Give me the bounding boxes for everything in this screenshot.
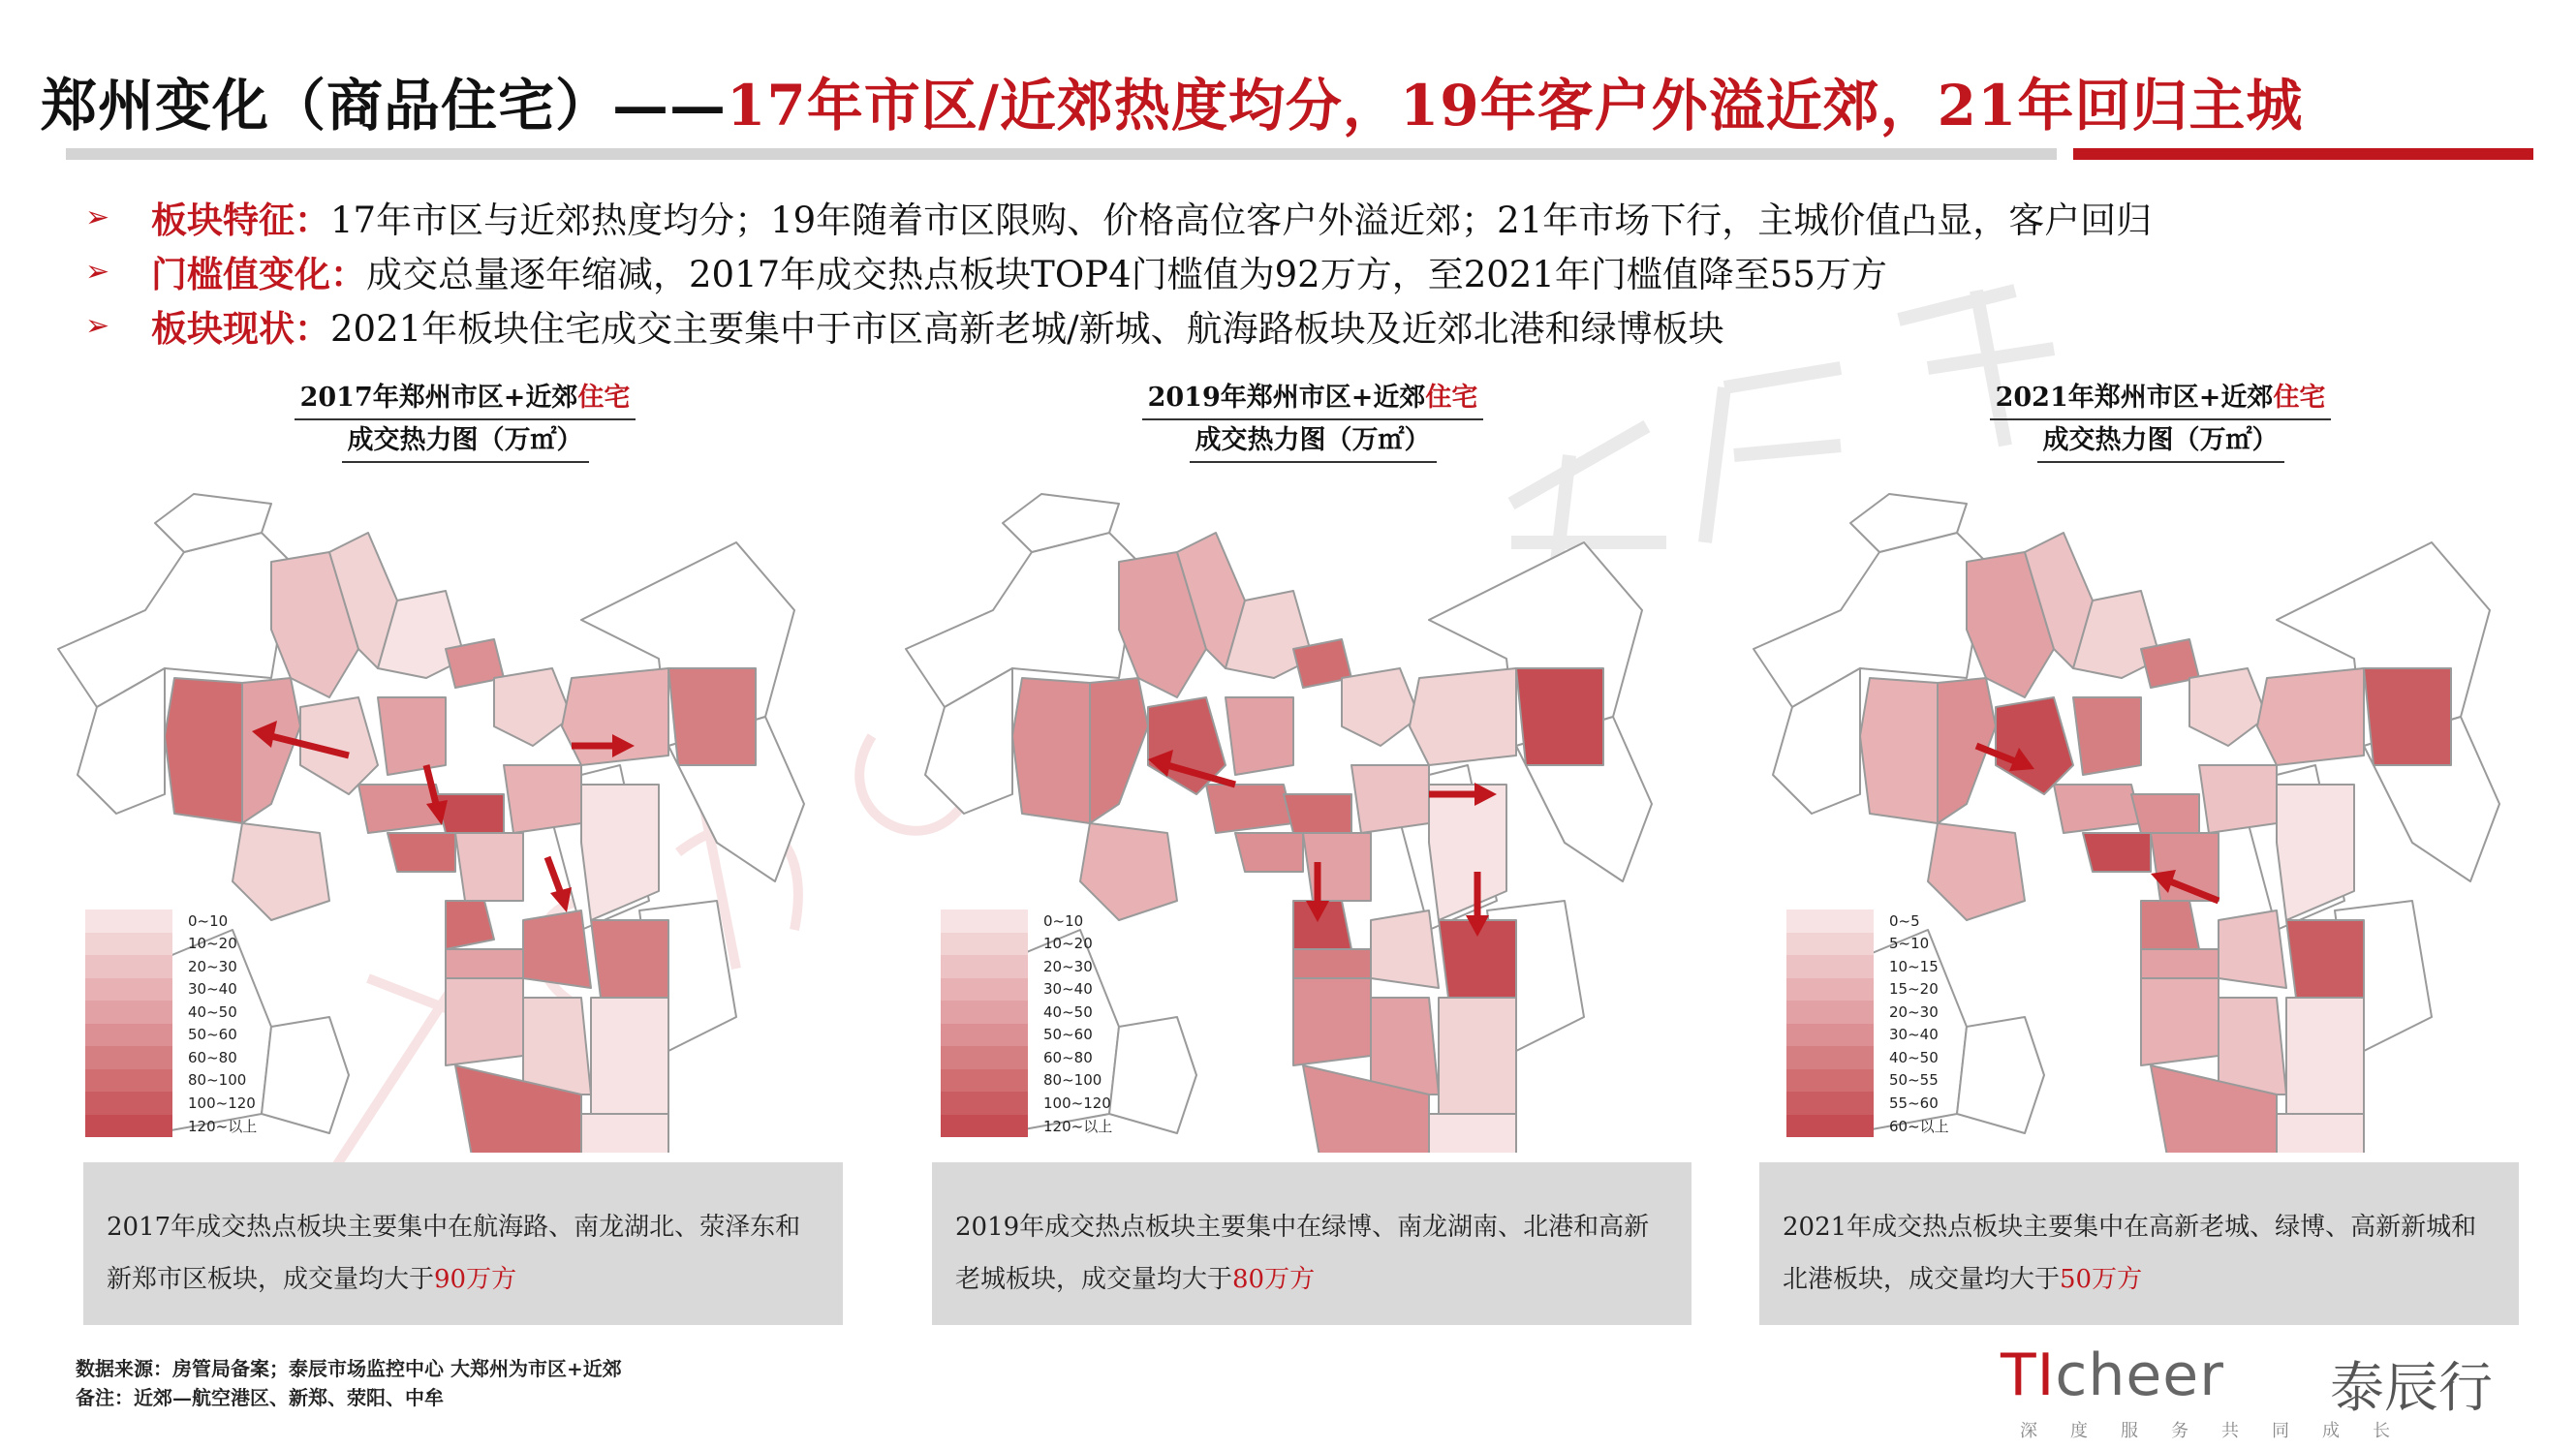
arrow-bullet-icon: ➢ [85, 254, 110, 289]
legend-swatch [1786, 1115, 1874, 1138]
legend-label: 50~55 [1889, 1071, 1939, 1090]
map-title-line2: 成交热力图（万㎡） [342, 420, 589, 463]
summary-note-2021 [1759, 1162, 2519, 1325]
district [1371, 998, 1439, 1094]
legend-row [1786, 1069, 1949, 1093]
legend-row [85, 1024, 257, 1047]
legend-label: 30~40 [188, 980, 237, 999]
legend-label: 5~10 [1889, 935, 1930, 953]
legend-label: 40~50 [188, 1002, 237, 1021]
district [1928, 823, 2025, 920]
district [436, 794, 504, 833]
legend-row [941, 1092, 1112, 1115]
legend-row [1786, 1115, 1949, 1138]
legend-swatch [1786, 909, 1874, 933]
map-title-prefix: 2017年郑州市区+近郊 [299, 383, 578, 413]
legend-row [941, 955, 1112, 978]
district [1303, 833, 1371, 901]
title-divider-grey [66, 148, 2057, 160]
district [2141, 978, 2219, 1065]
map-title-line2: 成交热力图（万㎡） [2037, 420, 2284, 463]
note-threshold: 80万方 [1232, 1265, 1316, 1294]
map-title-prefix: 2021年郑州市区+近郊 [1995, 383, 2274, 413]
bullet-label: 门槛值变化： [151, 253, 366, 295]
legend-swatch [941, 1069, 1028, 1093]
district [1235, 833, 1303, 872]
legend-label: 40~50 [1043, 1002, 1093, 1021]
district [2219, 910, 2286, 988]
legend-row [1786, 1024, 1949, 1047]
logo-i: I [2036, 1341, 2056, 1409]
district [1410, 668, 1516, 765]
legend-row [85, 933, 257, 956]
bullet-label: 板块现状： [151, 307, 330, 350]
district [1293, 978, 1371, 1065]
district [668, 668, 756, 765]
summary-note-2017 [83, 1162, 843, 1325]
legend-swatch [85, 1092, 172, 1115]
logo-t: T [2001, 1341, 2037, 1409]
legend [1786, 909, 1949, 1137]
district [1516, 668, 1603, 765]
legend-label: 100~120 [1043, 1094, 1111, 1112]
legend-row [85, 1001, 257, 1024]
legend-label: 80~100 [188, 1071, 247, 1090]
district [1090, 678, 1148, 823]
map-title-red: 住宅 [1425, 383, 1478, 413]
district [2189, 668, 2267, 746]
legend-row [85, 978, 257, 1002]
legend-swatch [941, 1001, 1028, 1024]
district [2257, 668, 2364, 765]
legend-swatch [941, 933, 1028, 956]
legend-label: 10~20 [188, 935, 237, 953]
logo-cheer: cheer [2055, 1341, 2224, 1409]
legend-row [1786, 909, 1949, 933]
map-title [1734, 378, 2576, 463]
district [1429, 1114, 1516, 1153]
legend-swatch [941, 955, 1028, 978]
legend-swatch [1786, 1024, 1874, 1047]
map-title-line2: 成交热力图（万㎡） [1190, 420, 1437, 463]
legend-swatch [85, 933, 172, 956]
company-logo [2001, 1341, 2504, 1441]
legend-row [85, 1069, 257, 1093]
legend-swatch [1786, 1069, 1874, 1093]
district [1080, 823, 1177, 920]
legend-row [1786, 955, 1949, 978]
legend-swatch [941, 978, 1028, 1002]
legend-swatch [85, 1001, 172, 1024]
logo-slogan: 深度服务共同成长 [2020, 1421, 2423, 1441]
district [591, 998, 668, 1114]
legend-row [941, 933, 1112, 956]
district [494, 668, 572, 746]
legend-swatch [941, 1092, 1028, 1115]
summary-note-2019 [932, 1162, 1691, 1325]
legend-swatch [85, 1024, 172, 1047]
district [2286, 920, 2364, 998]
map-title-red: 住宅 [2273, 383, 2326, 413]
legend-label: 60~80 [188, 1048, 237, 1066]
note-threshold: 50万方 [2060, 1265, 2143, 1294]
source-line: 数据来源：房管局备案；泰辰市场监控中心 大郑州为市区+近郊 [76, 1357, 622, 1380]
district [591, 920, 668, 998]
district [1109, 1017, 1196, 1133]
district [446, 978, 523, 1065]
district [1206, 785, 1293, 833]
logo-chinese: 泰辰行 [2330, 1357, 2493, 1420]
legend-label: 60~80 [1043, 1048, 1093, 1066]
map-title [886, 378, 1739, 463]
legend-label: 10~15 [1889, 957, 1939, 975]
legend-label: 55~60 [1889, 1094, 1939, 1112]
legend-label: 20~30 [1889, 1002, 1939, 1021]
district [262, 1017, 349, 1133]
legend-swatch [941, 909, 1028, 933]
legend-label: 60~以上 [1889, 1117, 1949, 1135]
district [455, 833, 523, 901]
district [1284, 794, 1351, 833]
legend-row [941, 1046, 1112, 1069]
legend-label: 20~30 [188, 957, 237, 975]
legend-label: 0~10 [188, 911, 229, 930]
legend-swatch [1786, 1001, 1874, 1024]
district [504, 765, 581, 833]
bullet-item [85, 244, 2546, 298]
district [2073, 697, 2141, 775]
legend-label: 100~120 [188, 1094, 256, 1112]
district [1996, 697, 2073, 794]
district [581, 1114, 668, 1153]
legend-row [85, 955, 257, 978]
district [233, 823, 329, 920]
logo-wordmark [2001, 1341, 2224, 1409]
bullet-text: 2021年板块住宅成交主要集中于市区高新老城/新城、航海路板块及近郊北港和绿博板块 [330, 308, 1724, 350]
legend-swatch [941, 1024, 1028, 1047]
legend-label: 50~60 [188, 1026, 237, 1044]
district [2131, 794, 2199, 833]
district [446, 949, 523, 978]
legend-swatch [85, 955, 172, 978]
legend-label: 120~以上 [188, 1117, 258, 1135]
page-title-prefix: 郑州变化（商品住宅）—— [41, 73, 728, 139]
district [523, 998, 591, 1094]
arrow-bullet-icon: ➢ [85, 200, 110, 234]
legend-row [941, 1069, 1112, 1093]
district [1342, 668, 1419, 746]
district [2054, 785, 2141, 833]
legend-row [941, 909, 1112, 933]
district [2286, 998, 2364, 1114]
legend-row [941, 978, 1112, 1002]
note-text: 2021年成交热点板块主要集中在高新老城、绿博、高新新城和北港板块，成交量均大于 [1783, 1213, 2477, 1294]
legend-swatch [85, 1069, 172, 1093]
map-title-prefix: 2019年郑州市区+近郊 [1147, 383, 1426, 413]
legend-label: 30~40 [1889, 1026, 1939, 1044]
legend-row [85, 1092, 257, 1115]
legend-swatch [1786, 1046, 1874, 1069]
bullet-list [85, 190, 2546, 353]
legend-row [941, 1001, 1112, 1024]
district [446, 901, 494, 949]
district [242, 678, 300, 823]
legend-label: 50~60 [1043, 1026, 1093, 1044]
district [1957, 1017, 2044, 1133]
legend-row [1786, 978, 1949, 1002]
legend-row [941, 1115, 1112, 1138]
district [523, 910, 591, 988]
legend-row [85, 909, 257, 933]
district [2364, 668, 2451, 765]
note-text: 2019年成交热点板块主要集中在绿博、南龙湖南、北港和高新老城板块，成交量均大于 [955, 1213, 1650, 1294]
bullet-item [85, 190, 2546, 244]
legend-label: 80~100 [1043, 1071, 1102, 1090]
district [1226, 697, 1293, 775]
legend-label: 30~40 [1043, 980, 1093, 999]
bullet-text: 17年市区与近郊热度均分；19年随着市区限购、价格高位客户外溢近郊；21年市场下行，主城价值凸显，客户回归 [330, 200, 2153, 241]
legend-swatch [1786, 933, 1874, 956]
legend-label: 0~10 [1043, 911, 1084, 930]
district [2083, 833, 2151, 872]
map-title [39, 378, 891, 463]
legend-row [1786, 1046, 1949, 1069]
legend-label: 20~30 [1043, 957, 1093, 975]
district [1439, 998, 1516, 1114]
page-title [41, 60, 2303, 141]
legend-swatch [1786, 955, 1874, 978]
legend-row [85, 1046, 257, 1069]
legend-label: 10~20 [1043, 935, 1093, 953]
remark-line: 备注：近郊—航空港区、新郑、荥阳、中牟 [76, 1386, 444, 1409]
legend-label: 15~20 [1889, 980, 1939, 999]
legend-row [1786, 1001, 1949, 1024]
bullet-text: 成交总量逐年缩减，2017年成交热点板块TOP4门槛值为92万方，至2021年门槛值降至55万方 [366, 254, 1887, 295]
legend-swatch [1786, 978, 1874, 1002]
district [388, 833, 455, 872]
legend-row [941, 1024, 1112, 1047]
arrow-bullet-icon: ➢ [85, 308, 110, 343]
note-threshold: 90万方 [434, 1265, 517, 1294]
legend-swatch [85, 1046, 172, 1069]
legend-label: 40~50 [1889, 1048, 1939, 1066]
district [378, 697, 446, 775]
note-text: 2017年成交热点板块主要集中在航海路、南龙湖北、荥泽东和新郑市区板块，成交量均大于 [107, 1213, 801, 1294]
title-divider-red [2073, 148, 2533, 160]
legend-swatch [941, 1046, 1028, 1069]
page-title-highlight: 17年市区/近郊热度均分，19年客户外溢近郊，21年回归主城 [727, 73, 2304, 139]
legend-label: 120~以上 [1043, 1117, 1113, 1135]
district [1371, 910, 1439, 988]
data-source [76, 1354, 622, 1412]
legend-row [1786, 933, 1949, 956]
district [1351, 765, 1429, 833]
district [1293, 949, 1371, 978]
legend-swatch [85, 909, 172, 933]
legend-label: 0~5 [1889, 911, 1920, 930]
legend-swatch [941, 1115, 1028, 1138]
bullet-item [85, 298, 2546, 353]
district [2199, 765, 2277, 833]
bullet-label: 板块特征： [151, 199, 330, 241]
district [2141, 949, 2219, 978]
legend [85, 909, 257, 1137]
district [2141, 901, 2199, 949]
legend-row [85, 1115, 257, 1138]
district [2219, 998, 2286, 1094]
district [2277, 1114, 2364, 1153]
legend-swatch [85, 978, 172, 1002]
legend-swatch [85, 1115, 172, 1138]
legend [941, 909, 1112, 1137]
map-title-red: 住宅 [577, 383, 631, 413]
legend-swatch [1786, 1092, 1874, 1115]
legend-row [1786, 1092, 1949, 1115]
